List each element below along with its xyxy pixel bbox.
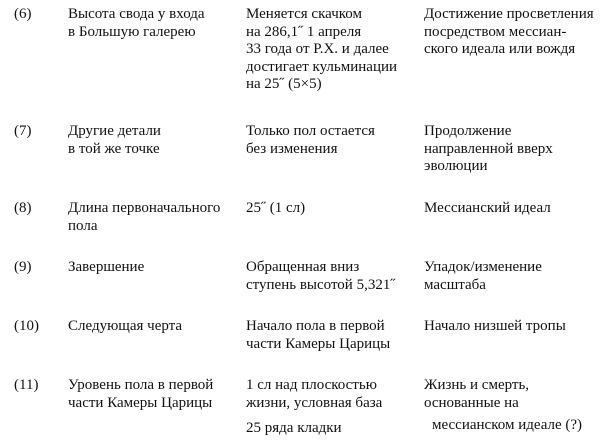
meaning-cell: Мессианский идеал (424, 200, 551, 216)
measurement-cell: 1 сл над плоскостью жизни, условная база (246, 377, 383, 411)
measurement-cell: Меняется скачком на 286,1˝ 1 апреля 33 года от Р.Х. и далее достигает кульминации на 25˝ (5×5) (246, 6, 398, 92)
meaning-cell: Упадок/изменение масштаба (424, 259, 542, 293)
element-cell: Завершение (68, 259, 145, 275)
element-cell: Высота свода у входа в Большую галерею (68, 6, 205, 40)
row-number: (9) (14, 259, 32, 275)
row-number: (8) (14, 200, 32, 216)
row-number: (7) (14, 123, 32, 139)
measurement-cell: 25˝ (1 сл) (246, 200, 306, 216)
row-number: (6) (14, 6, 32, 22)
row-number: (11) (14, 377, 39, 393)
measurement-cell: Обращенная вниз ступень высотой 5,321˝ (246, 259, 396, 293)
element-cell: Следующая черта (68, 318, 183, 334)
measurement-cell-continuation: 25 ряда кладки (246, 420, 342, 436)
meaning-cell: Начало низшей тропы (424, 318, 566, 334)
meaning-cell: Достижение просветления посредством мессиан- ского идеала или вождя (424, 6, 594, 57)
measurement-cell: Только пол остается без изменения (246, 123, 375, 157)
element-cell: Уровень пола в первой части Камеры Царицы (68, 377, 214, 411)
element-cell: Другие детали в той же точке (68, 123, 161, 157)
row-number: (10) (14, 318, 39, 334)
meaning-cell: Продолжение направленной вверх эволюции (424, 123, 553, 174)
meaning-cell-continuation: мессианском идеале (?) (432, 417, 583, 433)
element-cell: Длина первоначального пола (68, 200, 221, 234)
meaning-cell: Жизнь и смерть, основанные на (424, 377, 530, 411)
measurement-cell: Начало пола в первой части Камеры Царицы (246, 318, 391, 352)
